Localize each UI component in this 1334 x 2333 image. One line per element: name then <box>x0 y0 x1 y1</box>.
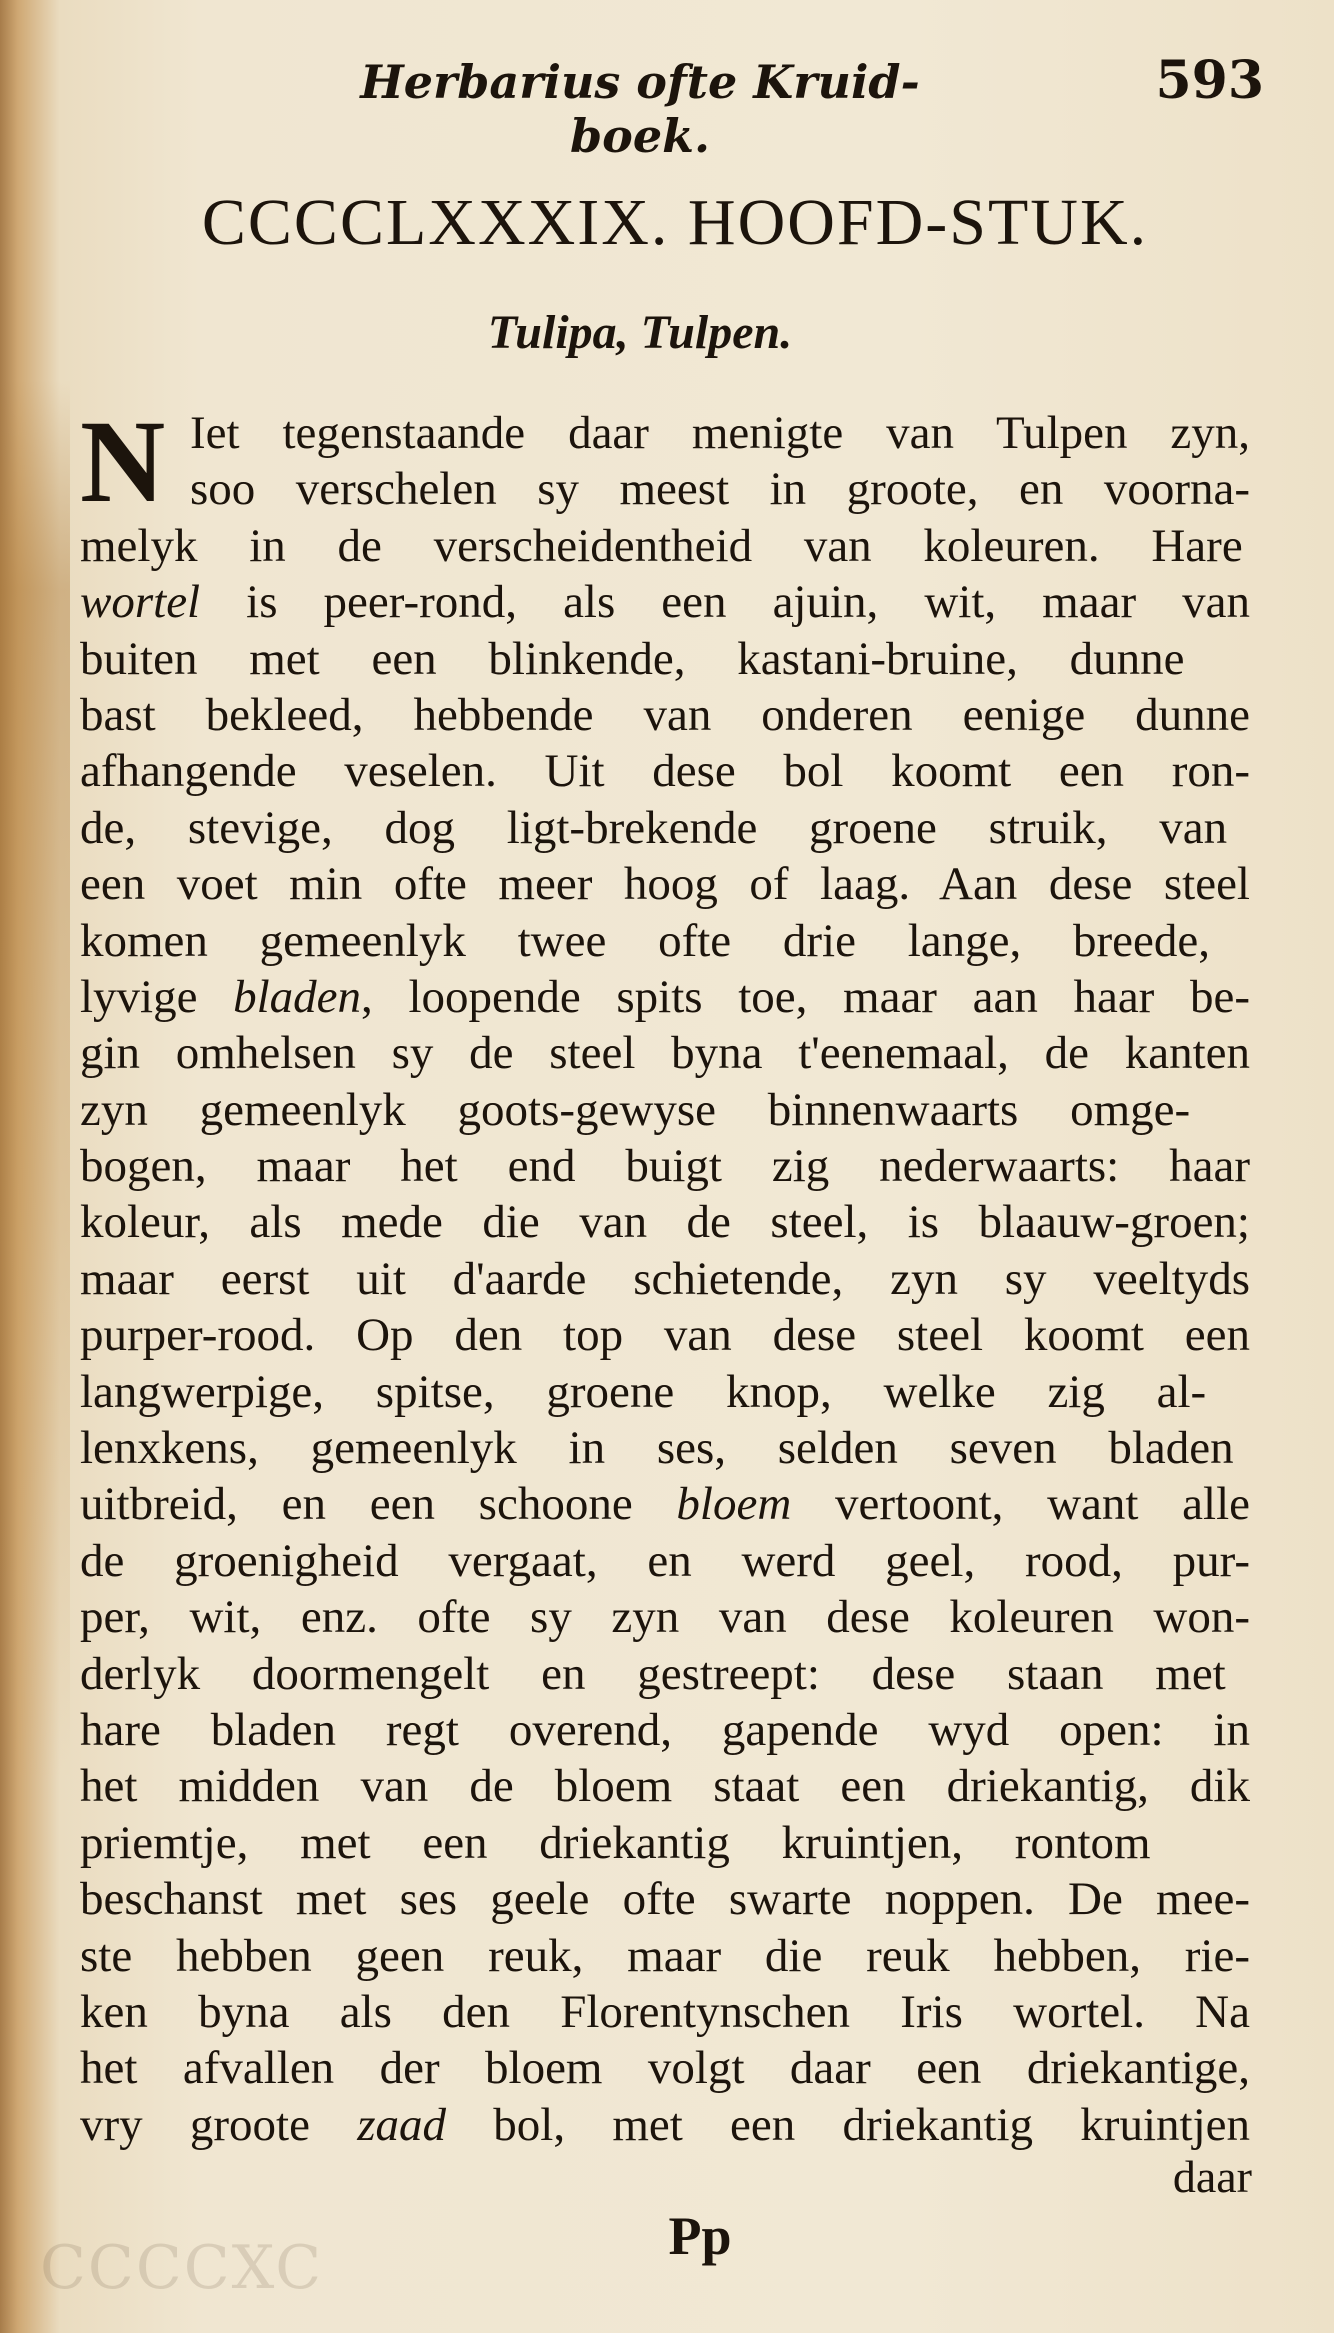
text-line <box>80 1307 1250 1363</box>
line-text: priemtje, met een driekantig kruintjen, rontom <box>80 1816 1151 1869</box>
line-text: uitbreid, en een schoone <box>80 1478 677 1531</box>
text-line <box>80 743 1250 799</box>
line-text: is peer-rond, als een ajuin, wit, maar van <box>200 576 1250 629</box>
line-text: lyvige <box>80 970 234 1023</box>
text-line <box>80 1702 1250 1758</box>
line-text: vry groote <box>80 2098 358 2151</box>
line-text: zyn gemeenlyk goots-gewyse binnenwaarts omge- <box>80 1083 1191 1136</box>
text-line <box>80 1984 1250 2040</box>
text-line <box>80 800 1250 856</box>
text-line <box>80 405 1250 461</box>
line-text: beschanst met ses geele ofte swarte noppen. De mee- <box>80 1873 1250 1926</box>
text-line <box>80 1928 1250 1984</box>
line-text: koleur, als mede die van de steel, is blaauw-groen; <box>80 1196 1250 1249</box>
line-text: derlyk doormengelt en gestreept: dese staan met <box>80 1647 1226 1700</box>
text-line <box>80 856 1250 912</box>
text-line <box>80 631 1250 687</box>
line-text: purper-rood. Op den top van dese steel koomt een <box>80 1309 1250 1362</box>
signature-mark: Pp <box>668 2206 732 2266</box>
italic-term: zaad <box>357 2098 447 2151</box>
italic-term: wortel <box>80 576 201 629</box>
text-line <box>80 1025 1250 1081</box>
water-stain <box>0 380 70 1780</box>
text-line <box>80 518 1250 574</box>
text-line <box>80 1420 1250 1476</box>
line-text: de, stevige, dog ligt-brekende groene struik, van <box>80 801 1228 854</box>
italic-term: bloem <box>676 1478 792 1531</box>
text-line <box>80 1364 1250 1420</box>
line-text: een voet min ofte meer hoog of laag. Aan dese steel <box>80 858 1250 911</box>
line-text: Iet tegenstaande daar menigte van Tulpen zyn, <box>190 407 1250 459</box>
text-line <box>80 2040 1250 2096</box>
text-line <box>80 1251 1250 1307</box>
page-number: 593 <box>1155 50 1264 111</box>
line-text: vertoont, want alle <box>791 1478 1251 1531</box>
line-text: ken byna als den Florentynschen Iris wortel. Na <box>80 1985 1250 2038</box>
text-line <box>80 461 1250 517</box>
line-text: , loopende spits toe, maar aan haar be- <box>361 970 1250 1023</box>
line-text: soo verschelen sy meest in groote, en voorna- <box>190 463 1250 516</box>
text-line <box>80 1138 1250 1194</box>
line-text: komen gemeenlyk twee ofte drie lange, breede, <box>80 914 1210 967</box>
text-line <box>80 1758 1250 1814</box>
text-line <box>80 913 1250 969</box>
section-subtitle: Tulipa, Tulpen. <box>487 306 793 359</box>
text-line <box>80 1082 1250 1138</box>
chapter-title: CCCCLXXXIX. HOOFD-STUK. <box>201 186 1149 259</box>
catchword: daar <box>1172 2151 1252 2202</box>
text-line <box>80 1871 1250 1927</box>
drop-cap: N <box>80 396 166 527</box>
line-text: de groenigheid vergaat, en werd geel, rood, pur- <box>80 1534 1250 1587</box>
line-text: gin omhelsen sy de steel byna t'eenemaal, de kanten <box>80 1027 1250 1080</box>
line-text: melyk in de verscheidentheid van koleuren. Hare <box>80 519 1243 572</box>
italic-term: bladen <box>233 970 362 1023</box>
line-text: per, wit, enz. ofte sy zyn van dese koleuren won- <box>80 1591 1250 1644</box>
bleed-through-text: CCCCXC <box>40 2233 324 2303</box>
text-line <box>80 1815 1250 1871</box>
text-line <box>80 1646 1250 1702</box>
text-line <box>80 1194 1250 1250</box>
text-line <box>80 969 1250 1025</box>
text-line <box>80 2097 1250 2153</box>
text-line <box>80 574 1250 630</box>
line-text: maar eerst uit d'aarde schietende, zyn sy veeltyds <box>80 1252 1250 1305</box>
text-line <box>80 1476 1250 1532</box>
line-text: bol, met een driekantig kruintjen <box>446 2098 1250 2151</box>
line-text: buiten met een blinkende, kastani-bruine, dunne <box>80 632 1185 685</box>
line-text: het afvallen der bloem volgt daar een driekantige, <box>80 2042 1250 2095</box>
line-text: bogen, maar het end buigt zig nederwaarts: haar <box>80 1140 1250 1193</box>
line-text: afhangende veselen. Uit dese bol koomt een ron- <box>80 745 1250 798</box>
body-text <box>80 396 1251 2153</box>
text-line <box>80 1533 1250 1589</box>
line-text: lenxkens, gemeenlyk in ses, selden seven bladen <box>80 1422 1234 1475</box>
text-line <box>80 1589 1250 1645</box>
line-text: het midden van de bloem staat een driekantig, dik <box>80 1760 1250 1813</box>
line-text: bast bekleed, hebbende van onderen eenige dunne <box>80 688 1250 741</box>
running-head: Herbarius ofte Kruid-boek. <box>360 55 920 163</box>
text-line <box>80 687 1250 743</box>
text-lines <box>80 396 1251 2153</box>
line-text: ste hebben geen reuk, maar die reuk hebben, rie- <box>80 1929 1250 1982</box>
line-text: langwerpige, spitse, groene knop, welke zig al- <box>80 1365 1207 1418</box>
line-text: hare bladen regt overend, gapende wyd open: in <box>80 1703 1250 1756</box>
